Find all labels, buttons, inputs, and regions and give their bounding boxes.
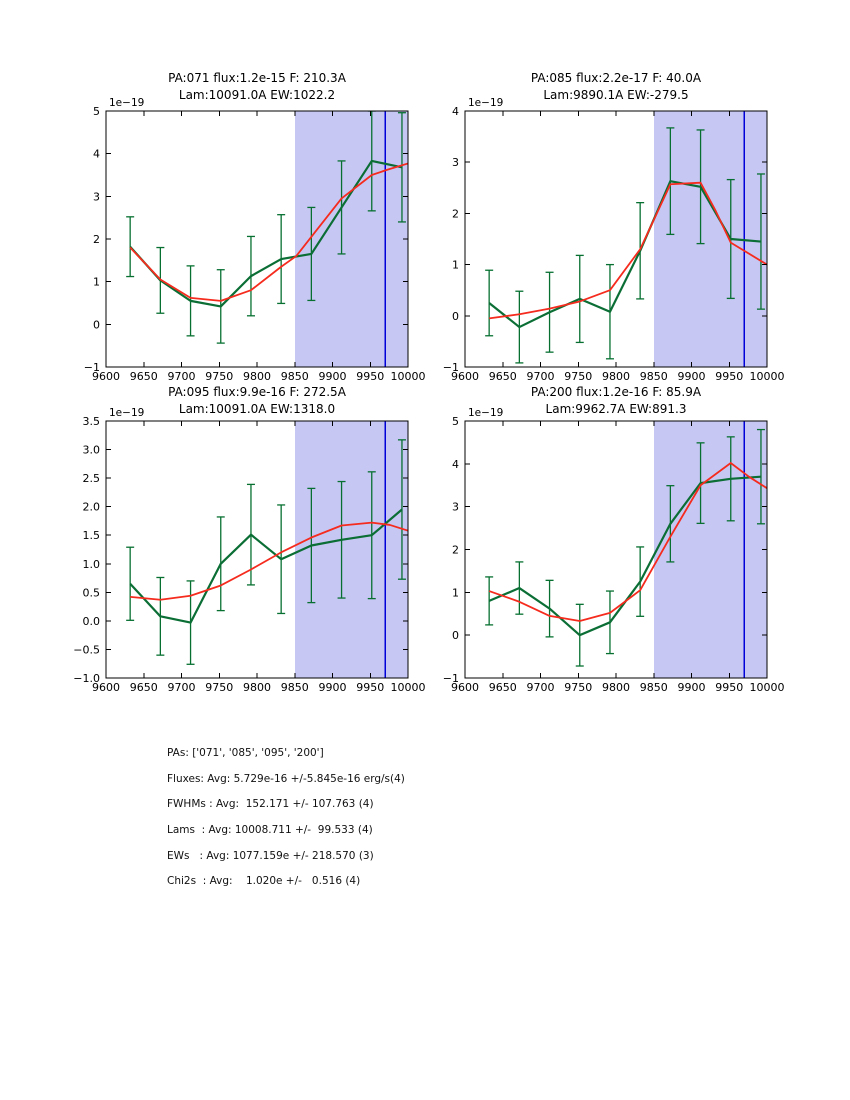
- x-tick-label: 9950: [715, 370, 744, 383]
- x-tick-label: 10000: [390, 370, 426, 383]
- x-tick-label: 9900: [677, 370, 706, 383]
- y-tick-label: 0.0: [82, 614, 100, 628]
- summary-lams: Lams : Avg: 10008.711 +/- 99.533 (4): [167, 823, 373, 836]
- x-tick-label: 9600: [451, 681, 479, 694]
- title-line-2: Lam:9962.7A EW:891.3: [545, 402, 687, 416]
- subplot-pa095: [40, 403, 452, 712]
- y-tick-label: 1.5: [82, 529, 100, 543]
- x-tick-label: 9800: [243, 370, 271, 383]
- y-tick-label: 0: [452, 629, 459, 643]
- title-line-2: Lam:9890.1A EW:-279.5: [543, 88, 689, 102]
- x-tick-label: 9700: [167, 681, 196, 694]
- x-tick-label: 9900: [677, 681, 706, 694]
- y-tick-label: 1: [452, 258, 459, 272]
- y-axis-offset-label: 1e−19: [468, 407, 504, 419]
- y-tick-label: −1: [83, 361, 100, 374]
- x-tick-label: 9650: [129, 681, 158, 694]
- y-tick-label: 4: [93, 147, 100, 161]
- summary-pas: PAs: ['071', '085', '095', '200']: [167, 746, 324, 759]
- plot-content: [126, 421, 408, 678]
- y-tick-label: −1.0: [73, 672, 100, 685]
- y-tick-label: 2.0: [82, 500, 100, 514]
- x-tick-label: 9850: [639, 681, 668, 694]
- x-tick-label: 9750: [564, 370, 593, 383]
- x-tick-label: 9700: [526, 370, 555, 383]
- y-tick-label: 3.5: [82, 415, 100, 428]
- subplot-pa085: [399, 93, 811, 401]
- x-tick-label: 9750: [205, 370, 234, 383]
- summary-ews: EWs : Avg: 1077.159e +/- 218.570 (3): [167, 849, 374, 862]
- y-axis-offset-label: 1e−19: [109, 407, 145, 419]
- x-tick-label: 9600: [92, 681, 120, 694]
- y-tick-label: 5: [93, 105, 100, 118]
- y-tick-label: 1: [452, 586, 459, 600]
- x-tick-label: 9750: [564, 681, 593, 694]
- x-tick-label: 10000: [749, 681, 785, 694]
- plot-content: [485, 111, 767, 367]
- y-tick-label: 2: [452, 543, 459, 557]
- x-tick-label: 9850: [280, 370, 309, 383]
- y-tick-label: 0.5: [82, 586, 100, 600]
- y-tick-label: 4: [452, 457, 459, 471]
- x-tick-label: 9900: [318, 370, 347, 383]
- x-tick-label: 9700: [167, 370, 196, 383]
- summary-fluxes: Fluxes: Avg: 5.729e-16 +/-5.845e-16 erg/s(4): [167, 772, 405, 785]
- plot-content: [126, 111, 408, 367]
- y-tick-label: 0: [93, 318, 100, 332]
- x-tick-label: 9900: [318, 681, 347, 694]
- y-axis-offset-label: 1e−19: [109, 97, 145, 109]
- y-tick-label: −1: [442, 361, 459, 374]
- y-tick-label: 3: [452, 500, 459, 514]
- x-tick-label: 10000: [749, 370, 785, 383]
- y-tick-label: 3.0: [82, 443, 100, 457]
- summary-chi2s: Chi2s : Avg: 1.020e +/- 0.516 (4): [167, 875, 361, 888]
- y-tick-label: 1.0: [82, 557, 100, 571]
- y-tick-label: 4: [452, 105, 459, 118]
- plot-content: [485, 421, 767, 678]
- y-tick-label: 2: [452, 207, 459, 221]
- x-tick-label: 9750: [205, 681, 234, 694]
- y-tick-label: 3: [452, 156, 459, 170]
- x-tick-label: 9950: [356, 370, 385, 383]
- subplot-pa071: [40, 93, 452, 401]
- x-tick-label: 9650: [129, 370, 158, 383]
- x-tick-label: 9600: [92, 370, 120, 383]
- title-line-2: Lam:10091.0A EW:1318.0: [178, 402, 336, 416]
- x-tick-label: 9650: [488, 681, 517, 694]
- title-line-1: PA:095 flux:9.9e-16 F: 272.5A: [168, 385, 346, 399]
- title-line-1: PA:200 flux:1.2e-16 F: 85.9A: [530, 385, 702, 399]
- y-tick-label: 2.5: [82, 472, 100, 486]
- x-tick-label: 9800: [243, 681, 271, 694]
- title-line-2: Lam:10091.0A EW:1022.2: [178, 88, 336, 102]
- x-tick-label: 9800: [602, 370, 630, 383]
- y-tick-label: 5: [452, 415, 459, 428]
- title-line-1: PA:071 flux:1.2e-15 F: 210.3A: [168, 71, 346, 85]
- y-tick-label: −1: [442, 672, 459, 685]
- y-tick-label: 3: [93, 190, 100, 204]
- y-tick-label: −0.5: [73, 643, 100, 657]
- x-tick-label: 9800: [602, 681, 630, 694]
- y-tick-label: 0: [452, 309, 459, 323]
- x-tick-label: 9950: [356, 681, 385, 694]
- summary-fwhms: FWHMs : Avg: 152.171 +/- 107.763 (4): [167, 798, 374, 811]
- x-tick-label: 9850: [639, 370, 668, 383]
- y-tick-label: 2: [93, 233, 100, 246]
- subplot-pa200: [399, 403, 811, 712]
- x-tick-label: 9950: [715, 681, 744, 694]
- x-tick-label: 9600: [451, 370, 479, 383]
- y-tick-label: 1: [93, 275, 100, 289]
- summary-text-block: [167, 740, 405, 894]
- x-tick-label: 9700: [526, 681, 555, 694]
- title-line-1: PA:085 flux:2.2e-17 F: 40.0A: [530, 71, 702, 85]
- x-tick-label: 9650: [488, 370, 517, 383]
- y-axis-offset-label: 1e−19: [468, 97, 504, 109]
- x-tick-label: 9850: [280, 681, 309, 694]
- x-tick-label: 10000: [390, 681, 426, 694]
